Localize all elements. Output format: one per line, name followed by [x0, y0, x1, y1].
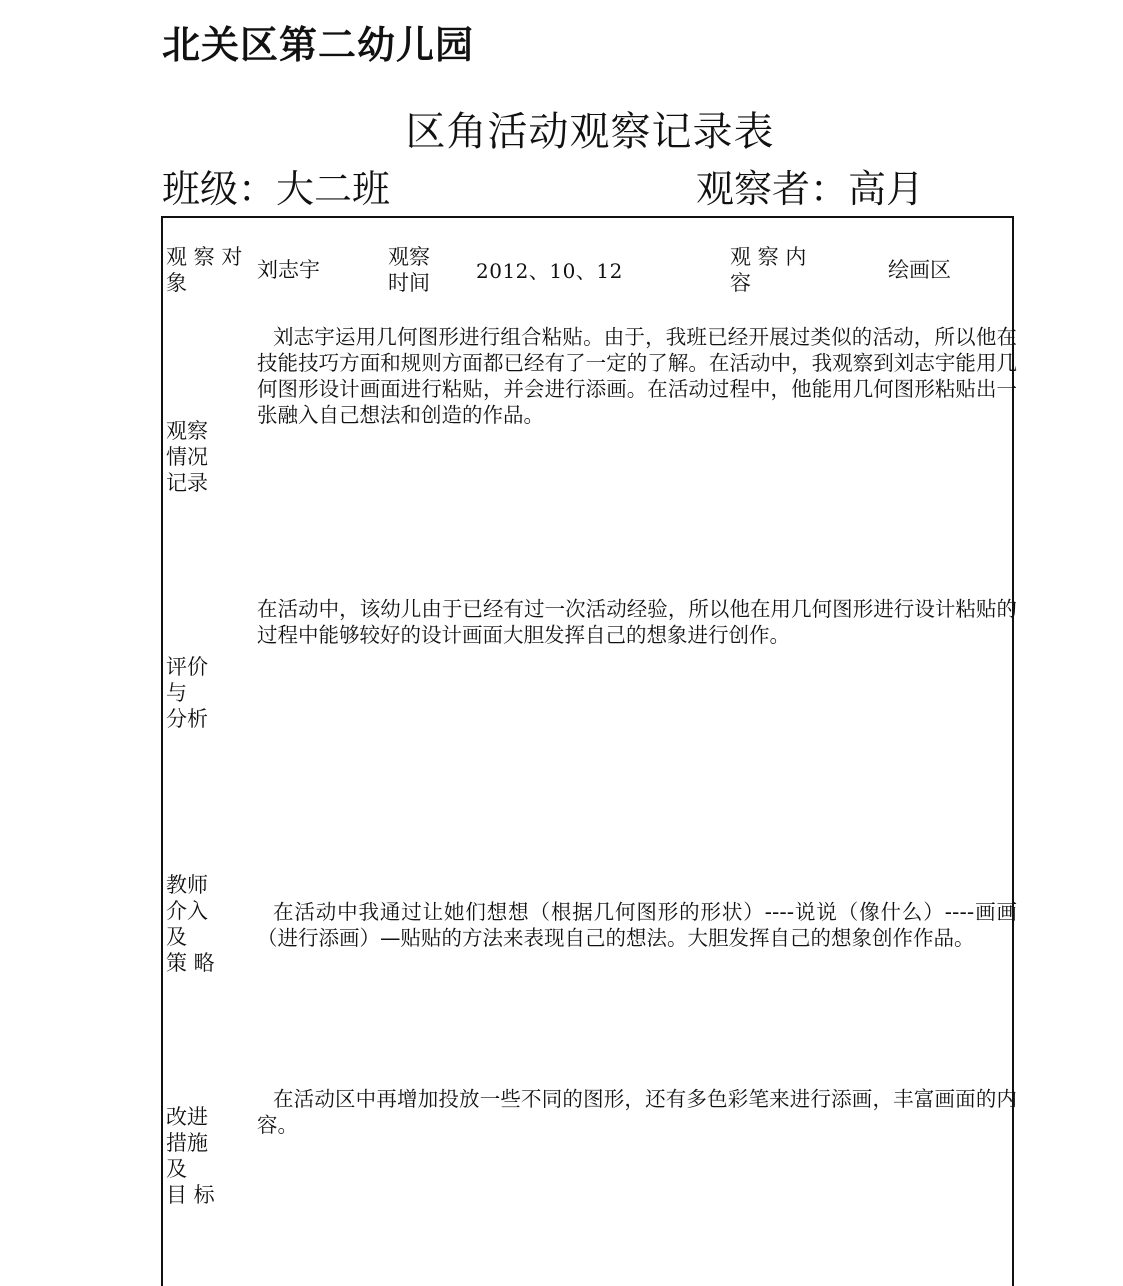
evaluation-text: 在活动中，该幼儿由于已经有过一次活动经验，所以他在用几何图形进行设计粘贴的过程中能够较好的设计画面大胆发挥自己的想象进行创作。	[257, 597, 1017, 647]
observation-label	[166, 418, 246, 496]
observer-value: 高月	[848, 167, 925, 211]
page-title: 区角活动观察记录表	[405, 109, 775, 155]
observation-label-line-1: 观察	[166, 419, 208, 443]
class-label: 班级：	[162, 167, 277, 211]
improvement-label	[166, 1104, 246, 1208]
intervention-label-line-4: 策 略	[166, 951, 215, 975]
time-label	[388, 244, 430, 296]
evaluation-label-line-3: 分析	[166, 707, 208, 731]
time-label-line-2: 时间	[388, 271, 430, 295]
content-label-line-1: 观 察 内	[730, 245, 807, 269]
evaluation-label-line-2: 与	[166, 681, 187, 705]
time-value: 2012、10、12	[476, 259, 623, 283]
improvement-text: 在活动区中再增加投放一些不同的图形，还有多色彩笔来进行添画，丰富画面的内容。	[257, 1087, 1017, 1137]
content-label	[730, 244, 822, 296]
observer-info	[696, 158, 924, 213]
improvement-label-line-4: 目 标	[166, 1183, 215, 1207]
improvement-label-line-2: 措施	[166, 1131, 208, 1155]
intervention-label-line-2: 介入	[166, 899, 208, 923]
improvement-label-line-3: 及	[166, 1157, 187, 1181]
subject-label-line-1: 观 察 对	[166, 245, 243, 269]
class-value: 大二班	[276, 167, 391, 211]
subject-label	[166, 244, 258, 296]
evaluation-label	[166, 654, 246, 732]
intervention-label-line-1: 教师	[166, 873, 208, 897]
observer-label: 观察者：	[696, 167, 849, 211]
time-label-line-1: 观察	[388, 245, 430, 269]
intervention-label	[166, 872, 246, 976]
evaluation-label-line-1: 评价	[166, 655, 208, 679]
observation-label-line-2: 情况	[166, 445, 208, 469]
improvement-label-line-1: 改进	[166, 1105, 208, 1129]
class-info	[162, 158, 390, 213]
content-label-line-2: 容	[730, 271, 751, 295]
intervention-label-line-3: 及	[166, 925, 187, 949]
intervention-text: 在活动中我通过让她们想想（根据几何图形的形状）----说说（像什么）----画画（进行添画）—贴贴的方法来表现自己的想法。大胆发挥自己的想象创作作品。	[257, 900, 1017, 950]
observation-text: 刘志宇运用几何图形进行组合粘贴。由于，我班已经开展过类似的活动，所以他在技能技巧方面和规则方面都已经有了一定的了解。在活动中，我观察到刘志宇能用几何图形设计画面进行粘贴，并会进行添画。在活动过程中，他能用几何图形粘贴出一张融入自己想法和创造的作品。	[257, 325, 1017, 427]
observation-label-line-3: 记录	[166, 471, 208, 495]
content-value: 绘画区	[888, 258, 951, 282]
school-name: 北关区第二幼儿园	[162, 23, 475, 67]
subject-label-line-2: 象	[166, 271, 187, 295]
observation-record-table	[161, 216, 1017, 1286]
subject-value: 刘志宇	[257, 258, 320, 282]
